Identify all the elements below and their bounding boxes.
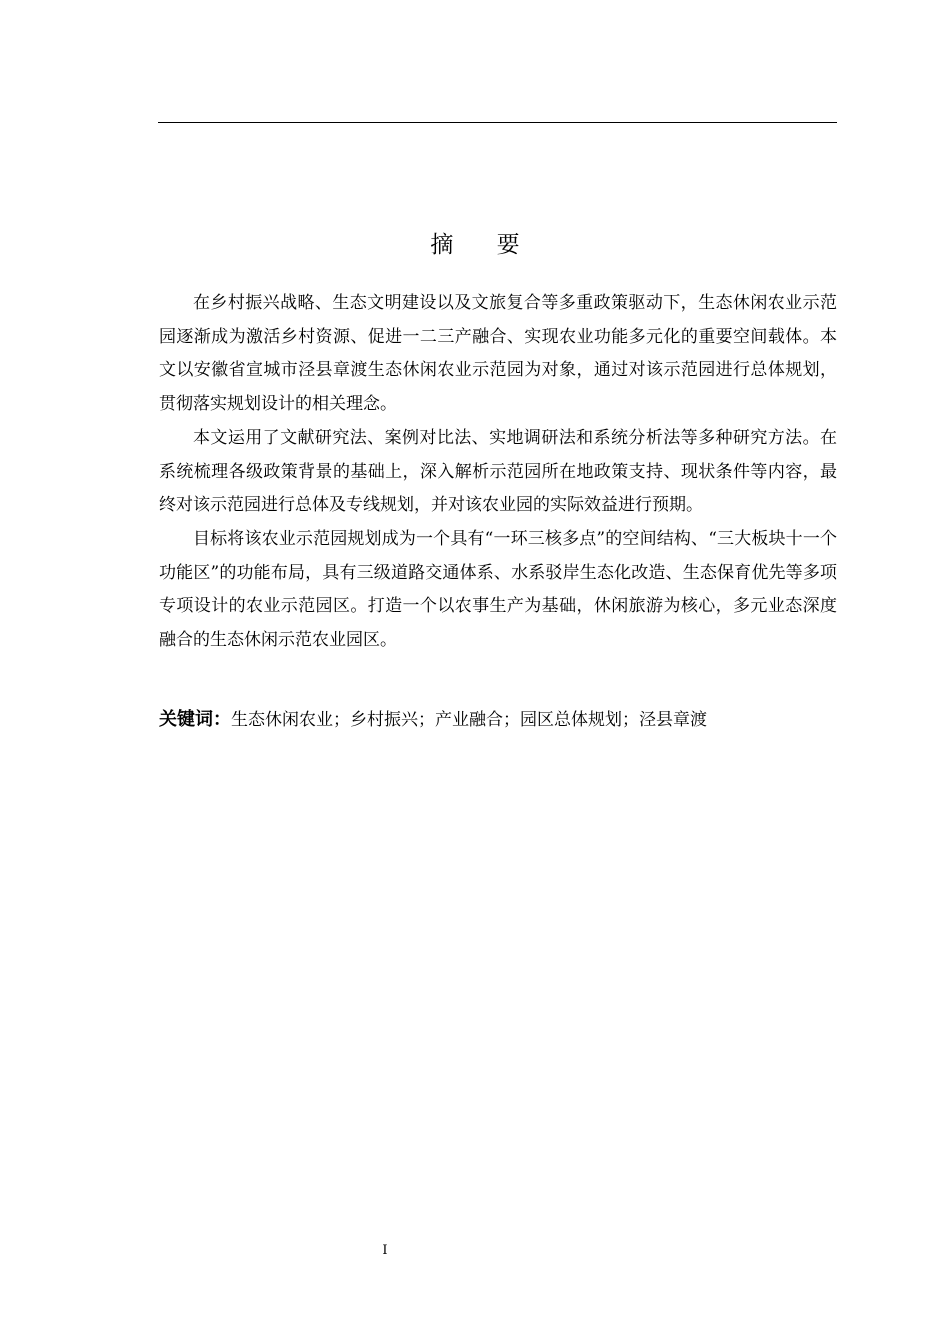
abstract-paragraph-3: 目标将该农业示范园规划成为一个具有“一环三核多点”的空间结构、“三大板块十一个功能区”的功能布局，具有三级道路交通体系、水系驳岸生态化改造、生态保育优先等多项专项设计的农业示范园区。打造一个以农事生产为基础，休闲旅游为核心，多元业态深度融合的生态休闲示范农业园区。: [159, 528, 837, 651]
abstract-body: [159, 287, 837, 658]
abstract-paragraph-2: 本文运用了文献研究法、案例对比法、实地调研法和系统分析法等多种研究方法。在系统梳理各级政策背景的基础上，深入解析示范园所在地政策支持、现状条件等内容，最终对该示范园进行总体及专线规划，并对该农业园的实际效益进行预期。: [159, 427, 837, 516]
abstract-paragraph-1: 在乡村振兴战略、生态文明建设以及文旅复合等多重政策驱动下，生态休闲农业示范园逐渐成为激活乡村资源、促进一二三产融合、实现农业功能多元化的重要空间载体。本文以安徽省宣城市泾县章渡生态休闲农业示范园为对象，通过对该示范园进行总体规划，贯彻落实规划设计的相关理念。: [159, 293, 837, 415]
keywords-text: 生态休闲农业；乡村振兴；产业融合；园区总体规划；泾县章渡: [231, 710, 707, 730]
abstract-title: 摘 要: [430, 232, 538, 258]
keywords-label: 关键词：: [159, 709, 231, 730]
page-number: I: [382, 1243, 388, 1258]
keywords-line: [159, 704, 837, 736]
header-rule: [158, 122, 837, 123]
